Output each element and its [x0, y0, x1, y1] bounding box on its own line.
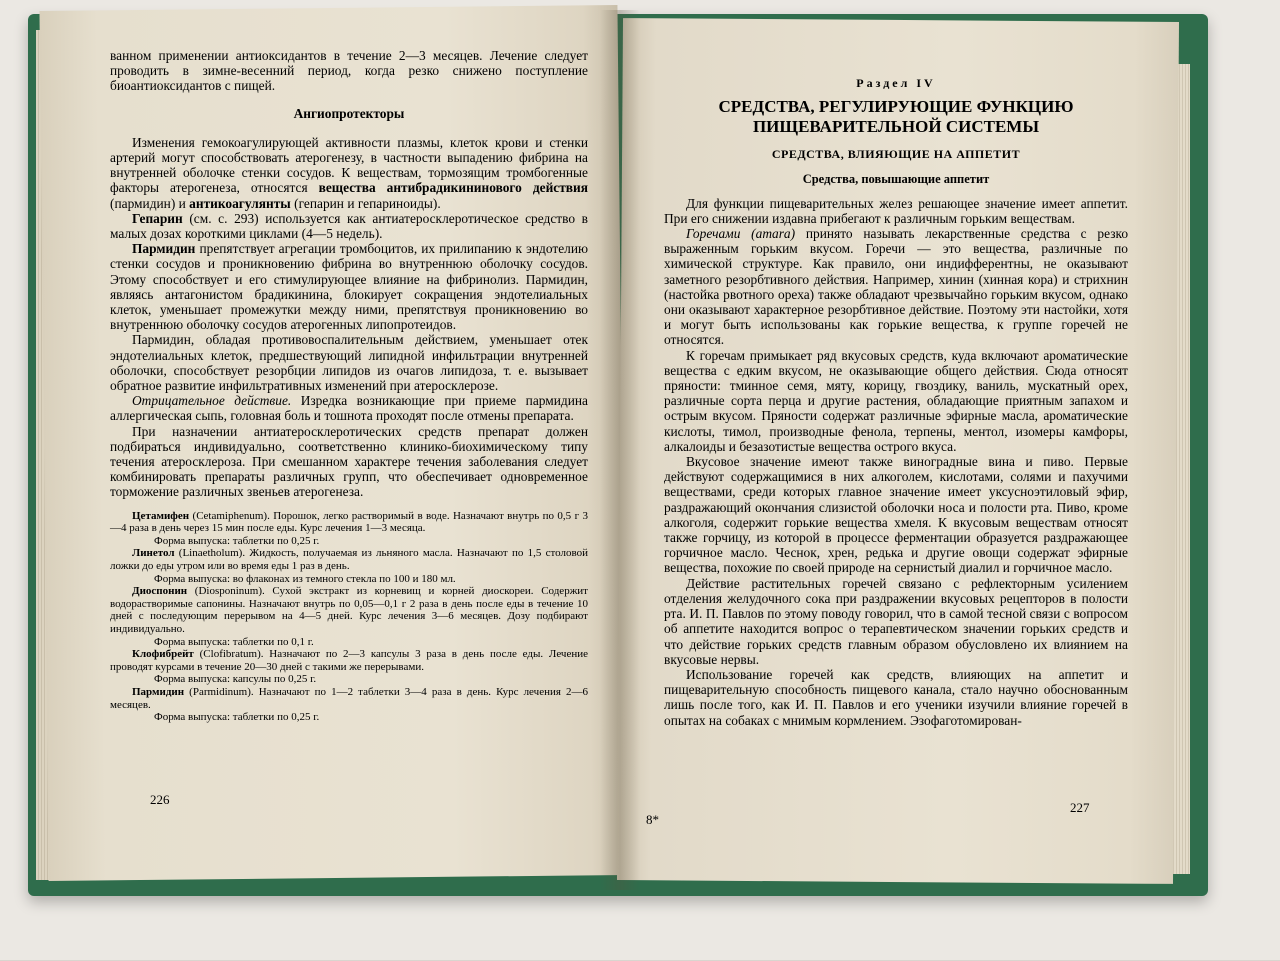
section-heading: Ангиопротекторы — [293, 105, 405, 121]
paragraph: Горечами (amara) принято называть лекарственные средства с резко выраженным горьким вкусом. Горечи — это вещества, различные по химической структуре. Как правило, они индифферентны, не оказывают заметного резорбтивного действия. Например, хинин (хинная кора) и стрихнин (настойка рвотного ореха) также обладают чрезвычайно горьким вкусом, однако они оказывают характерное резорбтивное действие. Поэтому эти настойки, хотя и могут быть использованы как горькие вещества, к группе горечей не относятся. — [664, 226, 1129, 348]
drug-entry: Диоспонин (Diosponinum). Сухой экстракт из корневищ и корней диоскореи. Содержит водорастворимые сапонины. Назначают внутрь по 0,05—0,1 г 2 раза в день после еды в течение 10 дней с последующим перерывом на 4—5 дней. Курс лечения 3—6 месяцев. Дозу подбирают индивидуально. — [110, 585, 588, 636]
paragraph: При назначении антиатеросклеротических средств препарат должен подбираться индивидуально, соответственно клинико-биохимическому типу течения атеросклероза. При смешанном характере течения заболевания следует комбинировать препараты различных групп, что обеспечивает одновременное торможение различных звеньев атерогенеза. — [110, 423, 588, 500]
paragraph: Действие растительных горечей связано с рефлекторным усилением отделения желудочного сока при раздражении вкусовых рецепторов в полости рта. И. П. Павлов по этому поводу говорил, что в самой тесной связи с вопросом об аппетите находится вопрос о терапевтическом значении горьких средств и что действие горьких средств главным образом обусловлено их влиянием на вкусовые нервы. — [664, 575, 1128, 667]
drug-entry: Цетамифен (Cetamiphenum). Порошок, легко растворимый в воде. Назначают внутрь по 0,5 г 3—4 раза в день через 15 мин после еды. Курс лечения 1—3 месяца. — [110, 509, 588, 535]
drug-entry: Клофибрейт (Clofibratum). Назначают по 2—3 капсулы 3 раза в день после еды. Лечение проводят курсами в течение 20—30 дней с такими же перерывами. — [110, 648, 588, 673]
left-page-text — [110, 48, 588, 724]
signature-mark: 8* — [646, 812, 659, 827]
paragraph: Пармидин, обладая противовоспалительным действием, уменьшает отек эндотелиальных клеток, предшествующий липидной инфильтрации внутренней оболочки, способствует резорбции липидов из очагов липидоза, т. е. вызывает обратное развитие инфильтративных изменений при атеросклерозе. — [110, 332, 588, 394]
paragraph: Изменения гемокоагулирующей активности плазмы, клеток крови и стенки артерий могут способствовать атерогенезу, в частности выпадению фибрина на внутренней оболочке стенки сосудов. К веществам, тормозящим тромбогенные факторы атерогенеза, относятся вещества антибрадикининового действия (пармидин) и антикоагулянты (гепарин и гепариноиды). — [110, 134, 588, 211]
paragraph: Использование горечей как средств, влияющих на аппетит и пищеварительную способность пищевого канала, стало научно обоснованным лишь после того, как И. П. Павлов и его ученики изучили влияние горечей в опытах на собаках с мнимым кормлением. Эзофаготомирован- — [664, 666, 1128, 728]
drug-form: Форма выпуска: капсулы по 0,25 г. — [154, 673, 317, 686]
drug-form: Форма выпуска: таблетки по 0,25 г. — [154, 534, 320, 547]
section-label: Раздел IV — [856, 76, 936, 90]
page-number-left: 226 — [150, 792, 170, 807]
page-number-right: 227 — [1070, 800, 1090, 815]
drug-form: Форма выпуска: таблетки по 0,25 г. — [154, 711, 320, 724]
drug-entry: Линетол (Linaetholum). Жидкость, получаемая из льняного масла. Назначают по 1,5 столовой ложки до еды утром или во время еды 1 раз в день. — [110, 547, 588, 573]
paragraph: Гепарин (см. с. 293) используется как антиатеросклеротическое средство в малых дозах короткими циклами (4—5 недель). — [110, 210, 588, 242]
paragraph: ванном применении антиоксидантов в течение 2—3 месяцев. Лечение следует проводить в зимне-весенний период, когда резко снижено поступление биоантиоксидантов с пищей. — [110, 48, 588, 94]
paragraph: Вкусовое значение имеют также виноградные вина и пиво. Первые действуют содержащимися в них алкоголем, кислотами, солями и пахучими веществами, среди которых главное значение имеет уксусноэтиловый эфир, раздражающий окончания слизистой оболочки носа и полости рта. Пиво, кроме алкоголя, содержит горькие вещества хмеля. К вкусовым веществам относят также горчицу, из которой в процессе ферментации образуется раздражающее горчичное масло. Чеснок, хрен, редька и другие овощи содержат эфирные вещества, похожие по своей природе на сернистый диалил и горчичное масло. — [664, 454, 1128, 576]
paragraph: Для функции пищеварительных желез решающее значение имеет аппетит. При его снижении издавна прибегают к различным горьким веществам. — [664, 195, 1128, 226]
drug-form: Форма выпуска: во флаконах из темного стекла по 100 и 180 мл. — [154, 572, 456, 585]
subsubsection-title: Средства, повышающие аппетит — [802, 172, 990, 187]
subsection-title: СРЕДСТВА, ВЛИЯЮЩИЕ НА АППЕТИТ — [771, 147, 1021, 162]
chapter-title-line1: СРЕДСТВА, РЕГУЛИРУЮЩИЕ ФУНКЦИЮ — [718, 97, 1074, 117]
drug-list — [110, 510, 588, 724]
drug-form: Форма выпуска: таблетки по 0,1 г. — [154, 635, 314, 648]
paragraph: Отрицательное действие. Изредка возникающие при приеме пармидина аллергическая сыпь, головная боль и тошнота проходят после отмены препарата. — [110, 393, 588, 424]
drug-entry: Пармидин (Parmidinum). Назначают по 1—2 таблетки 3—4 раза в день. Курс лечения 2—6 месяцев. — [110, 686, 588, 711]
paragraph: К горечам примыкает ряд вкусовых средств, куда включают ароматические вещества с едким вкусом, не оказывающие общего действия. Сюда относят пряности: тминное семя, мяту, корицу, гвоздику, ваниль, мускатный орех, различные сорта перца и другие растения, обладающие приятным запахом и острым вкусом. Пряности содержат различные эфирные масла, ароматические кислоты, тимол, производные фенола, терпены, ментол, изомеры камфоры, алкалоиды и безазотистые вещества острого вкуса. — [664, 347, 1128, 454]
chapter-title-line2: ПИЩЕВАРИТЕЛЬНОЙ СИСТЕМЫ — [752, 117, 1040, 137]
paragraph: Пармидин препятствует агрегации тромбоцитов, их прилипанию к эндотелию стенки сосудов и проникновению фибрина во внутреннюю оболочку сосудов. Этому способствует и его стимулирующее влияние на фибринолиз. Пармидин, являясь антагонистом брадикинина, блокирует сокращения эндотелиальных клеток, уменьшает промежутки между ними, препятствуя проникновению во внутреннюю оболочку сосудов атерогенных липопротеидов. — [110, 241, 588, 333]
right-page-text — [664, 76, 1128, 728]
